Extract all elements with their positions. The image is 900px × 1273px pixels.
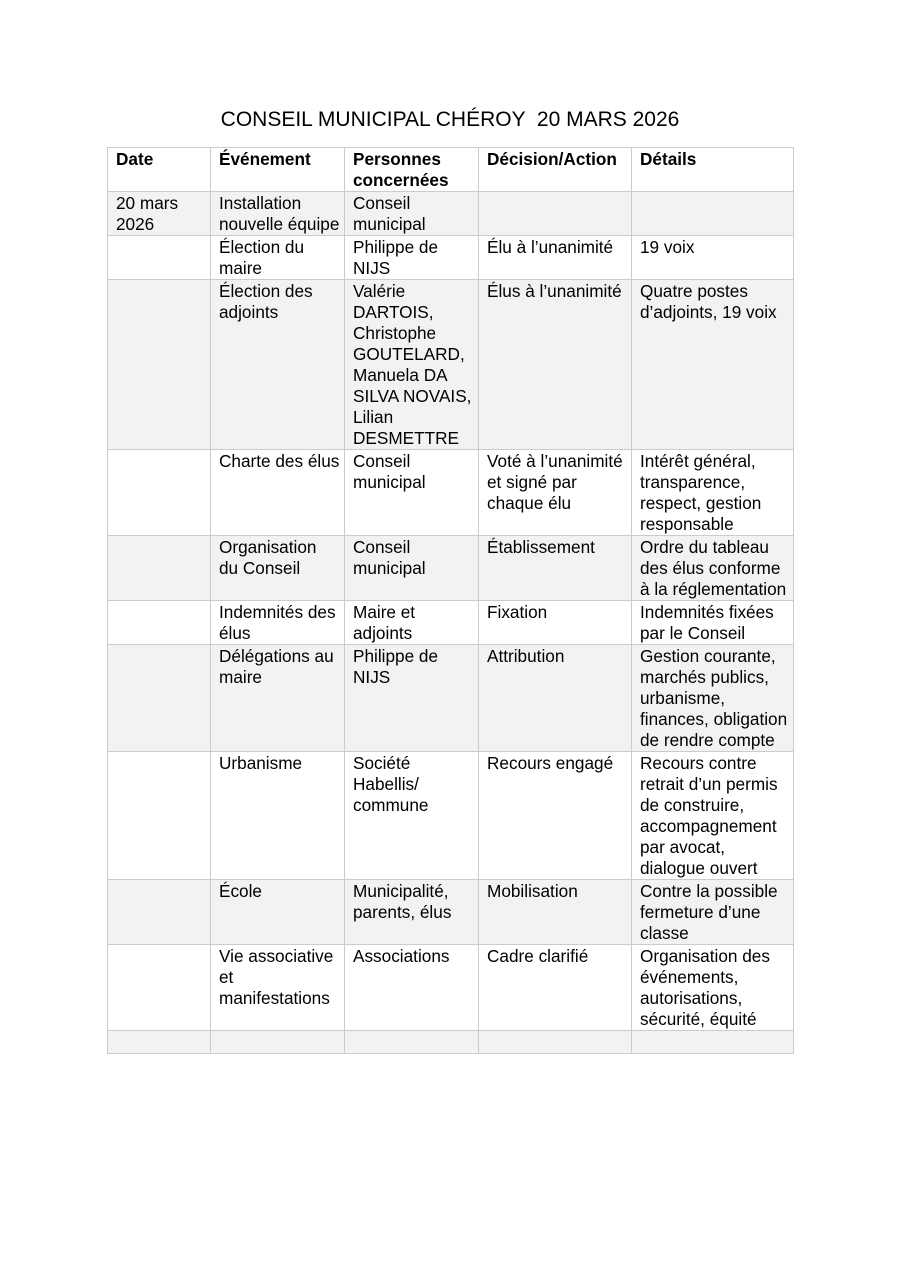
column-header-event: Événement [211,148,345,192]
cell-people [345,1031,479,1054]
cell-details: Ordre du tableau des élus conforme à la réglementation [632,536,794,601]
cell-date [108,752,211,880]
cell-people: Valérie DARTOIS, Christophe GOUTELARD, Manuela DA SILVA NOVAIS, Lilian DESMETTRE [345,280,479,450]
cell-people: Municipalité, parents, élus [345,880,479,945]
cell-people: Philippe de NIJS [345,236,479,280]
cell-details: 19 voix [632,236,794,280]
cell-event: Charte des élus [211,450,345,536]
table-header-row [108,148,794,192]
table-row [108,450,794,536]
cell-event: Indemnités des élus [211,601,345,645]
cell-decision [479,1031,632,1054]
cell-date [108,880,211,945]
cell-date [108,280,211,450]
cell-date: 20 mars 2026 [108,192,211,236]
cell-people: Conseil municipal [345,536,479,601]
cell-date [108,645,211,752]
cell-people: Société Habellis/ commune [345,752,479,880]
cell-decision: Fixation [479,601,632,645]
cell-event: Élection des adjoints [211,280,345,450]
table-row [108,645,794,752]
cell-event: Organisation du Conseil [211,536,345,601]
table-row [108,945,794,1031]
cell-people: Maire et adjoints [345,601,479,645]
table-row [108,752,794,880]
cell-event [211,1031,345,1054]
cell-details [632,1031,794,1054]
table-row [108,880,794,945]
cell-details: Recours contre retrait d’un permis de construire, accompagnement par avocat, dialogue ouvert [632,752,794,880]
cell-decision [479,192,632,236]
cell-decision: Cadre clarifié [479,945,632,1031]
cell-decision: Mobilisation [479,880,632,945]
column-header-decision: Décision/Action [479,148,632,192]
cell-date [108,945,211,1031]
cell-details: Quatre postes d’adjoints, 19 voix [632,280,794,450]
cell-date [108,536,211,601]
cell-details: Gestion courante, marchés publics, urbanisme, finances, obligation de rendre compte [632,645,794,752]
cell-people: Philippe de NIJS [345,645,479,752]
cell-decision: Élu à l’unanimité [479,236,632,280]
cell-event: École [211,880,345,945]
cell-event: Élection du maire [211,236,345,280]
cell-decision: Élus à l’unanimité [479,280,632,450]
council-events-table [107,147,794,1054]
cell-details: Contre la possible fermeture d’une classe [632,880,794,945]
cell-details: Indemnités fixées par le Conseil [632,601,794,645]
cell-decision: Établissement [479,536,632,601]
table-row [108,601,794,645]
cell-details: Intérêt général, transparence, respect, gestion responsable [632,450,794,536]
cell-event: Installation nouvelle équipe [211,192,345,236]
cell-people: Conseil municipal [345,450,479,536]
column-header-details: Détails [632,148,794,192]
cell-date [108,1031,211,1054]
table-row [108,236,794,280]
cell-details: Organisation des événements, autorisations, sécurité, équité [632,945,794,1031]
table-row [108,192,794,236]
cell-decision: Attribution [479,645,632,752]
cell-decision: Recours engagé [479,752,632,880]
cell-date [108,601,211,645]
table-row-empty [108,1031,794,1054]
column-header-people: Personnes concernées [345,148,479,192]
cell-date [108,450,211,536]
cell-event: Vie associative et manifestations [211,945,345,1031]
cell-details [632,192,794,236]
cell-people: Associations [345,945,479,1031]
cell-people: Conseil municipal [345,192,479,236]
column-header-date: Date [108,148,211,192]
cell-event: Urbanisme [211,752,345,880]
table-row [108,536,794,601]
cell-event: Délégations au maire [211,645,345,752]
page-title: CONSEIL MUNICIPAL CHÉROY 20 MARS 2026 [220,108,680,131]
table-row [108,280,794,450]
cell-date [108,236,211,280]
cell-decision: Voté à l’unanimité et signé par chaque élu [479,450,632,536]
